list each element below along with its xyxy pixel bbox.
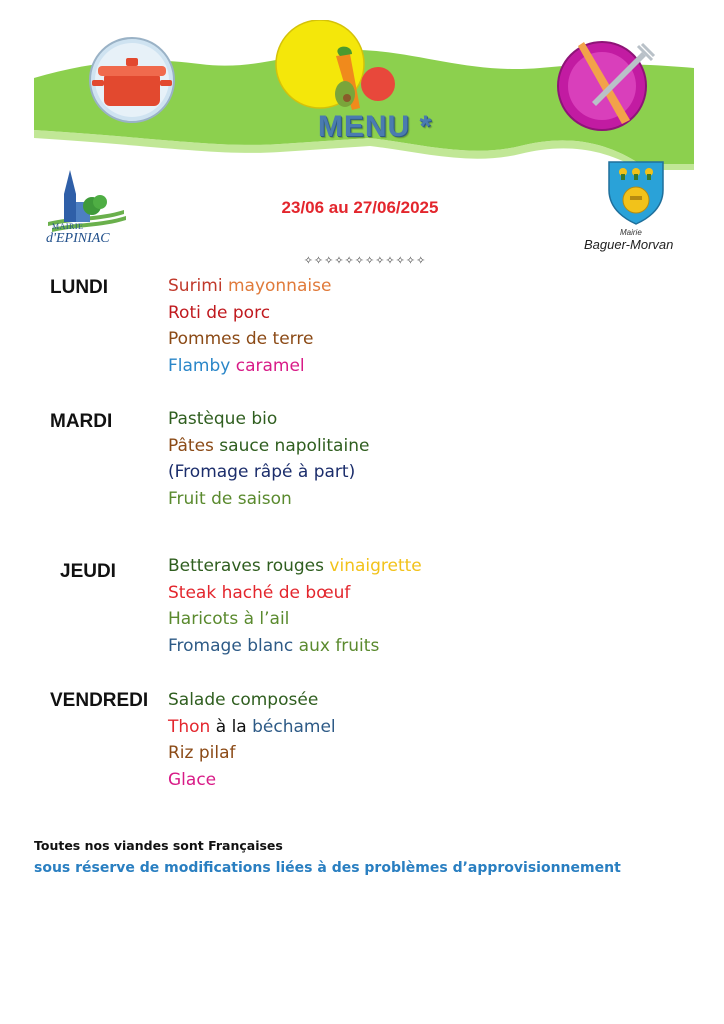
footer-note-supply: sous réserve de modifications liées à des problèmes d’approvisionnement (34, 860, 621, 876)
epiniac-logo-line1: MAIRIE (52, 222, 84, 231)
list-item: Fromage blanc aux fruits (168, 635, 380, 656)
list-item: Salade composée (168, 690, 319, 710)
list-item: Thon à la béchamel (168, 716, 336, 737)
list-item: Betteraves rouges vinaigrette (168, 556, 422, 576)
day-jeudi: JEUDI (60, 561, 116, 582)
menu-dates: 23/06 au 27/06/2025 (281, 198, 439, 217)
list-item: Steak haché de bœuf (168, 582, 351, 603)
list-item: Haricots à l’ail (168, 609, 290, 629)
list-item: Flamby caramel (168, 355, 305, 376)
list-item: Pommes de terre (168, 329, 314, 349)
menu-vendredi (168, 687, 336, 793)
list-item: Roti de porc (168, 302, 271, 323)
cooking-pot-icon (90, 38, 174, 122)
menu-lundi (168, 273, 331, 379)
day-mardi: MARDI (50, 411, 113, 432)
footer-note-meat: Toutes nos viandes sont Françaises (34, 838, 283, 853)
list-item: Pastèque bio (168, 409, 278, 429)
header-banner (0, 20, 724, 180)
day-lundi: LUNDI (50, 277, 109, 298)
list-item: Pâtes sauce napolitaine (168, 435, 370, 456)
list-item: Fruit de saison (168, 488, 292, 509)
menu-jeudi (168, 553, 422, 659)
menu-title: MENU * (317, 110, 433, 143)
list-item: Surimi mayonnaise (168, 276, 332, 296)
baguer-morvan-crest-icon (605, 160, 667, 226)
menu-mardi (168, 406, 369, 512)
list-item: Glace (168, 769, 217, 790)
epiniac-logo-line2: d'EPINIAC (46, 231, 110, 246)
ornament-divider: ✧✧✧✧✧✧✧✧✧✧✧✧ (303, 254, 427, 267)
list-item: (Fromage râpé à part) (168, 462, 356, 482)
list-item: Riz pilaf (168, 743, 236, 763)
baguer-logo-line1: Mairie (620, 228, 642, 237)
day-vendredi: VENDREDI (50, 690, 149, 711)
baguer-logo-line2: Baguer-Morvan (584, 237, 674, 252)
